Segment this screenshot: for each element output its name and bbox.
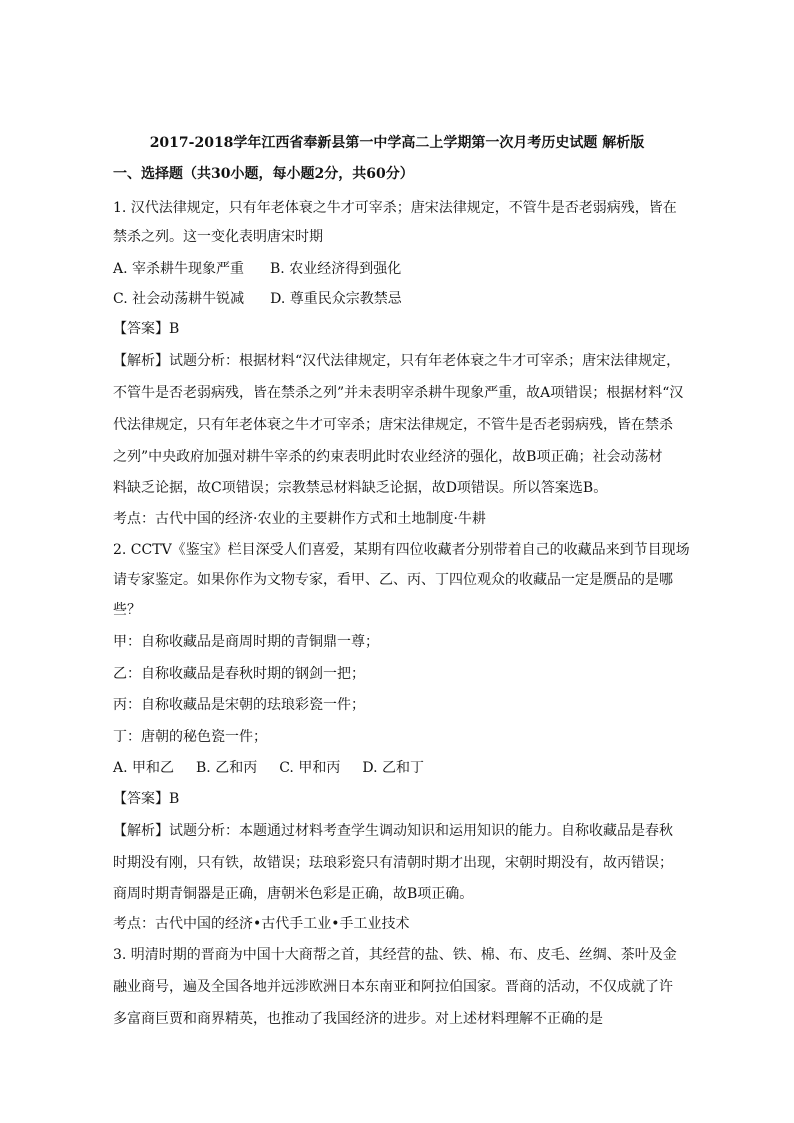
q1-stem-line-2: 禁杀之列。这一变化表明唐宋时期 <box>113 229 323 245</box>
q2-stem-line-3: 些？ <box>113 602 141 618</box>
q3-stem-line-3: 多富商巨贾和商界精英，也推动了我国经济的进步。对上述材料理解不正确的是 <box>113 1011 603 1027</box>
q2-item-yi: 乙：自称收藏品是春秋时期的钢剑一把； <box>113 666 365 682</box>
q2-item-jia: 甲：自称收藏品是商周时期的青铜鼎一尊； <box>113 634 379 650</box>
q2-option-a: A. 甲和乙 <box>113 760 175 776</box>
q1-analysis-line-1: 【解析】试题分析：根据材料“汉代法律规定，只有年老体衰之牛才可宰杀；唐宋法律规定， <box>113 353 681 369</box>
q2-analysis-line-3: 商周时期青铜器是正确，唐朝米色彩是正确，故B项正确。 <box>113 886 474 902</box>
q2-analysis-line-1: 【解析】试题分析：本题通过材料考查学生调动知识和运用知识的能力。自称收藏品是春秋 <box>113 823 673 839</box>
q2-stem-line-1: 2. CCTV《鉴宝》栏目深受人们喜爱，某期有四位收藏者分别带着自己的收藏品来到节目现场 <box>113 542 690 558</box>
q2-option-c: C. 甲和丙 <box>279 760 341 776</box>
q3-stem-line-1: 3. 明清时期的晋商为中国十大商帮之首，其经营的盐、铁、棉、布、皮毛、丝绸、茶叶及金 <box>113 947 677 963</box>
q1-options-row-2 <box>113 289 402 309</box>
q1-answer: 【答案】B <box>113 321 180 337</box>
q1-kaodian: 考点：古代中国的经济·农业的主要耕作方式和土地制度·牛耕 <box>113 511 486 527</box>
q1-option-b: B. 农业经济得到强化 <box>270 261 402 277</box>
q2-analysis-line-2: 时期没有刚，只有铁，故错误；珐琅彩瓷只有清朝时期才出现，宋朝时期没有，故丙错误； <box>113 855 673 871</box>
q1-stem-line-1: 1. 汉代法律规定，只有年老体衰之牛才可宰杀；唐宋法律规定，不管牛是否老弱病残，皆在 <box>113 200 677 216</box>
q2-item-bing: 丙：自称收藏品是宋朝的珐琅彩瓷一件； <box>113 697 365 713</box>
q2-answer: 【答案】B <box>113 791 180 807</box>
q1-analysis-line-5: 料缺乏论据，故C项错误；宗教禁忌材料缺乏论据，故D项错误。所以答案选B。 <box>113 480 608 496</box>
q2-option-d: D. 乙和丁 <box>362 760 424 776</box>
document-title: 2017-2018学年江西省奉新县第一中学高二上学期第一次月考历史试题 解析版 <box>149 135 645 151</box>
q1-analysis-line-2: 不管牛是否老弱病残，皆在禁杀之列”并未表明宰杀耕牛现象严重，故A项错误；根据材料“汉 <box>113 385 684 401</box>
q2-item-ding: 丁：唐朝的秘色瓷一件； <box>113 729 267 745</box>
q1-options-row-1 <box>113 259 401 279</box>
q2-kaodian: 考点：古代中国的经济•古代手工业•手工业技术 <box>113 916 410 932</box>
q1-analysis-line-4: 之列”中央政府加强对耕牛宰杀的约束表明此时农业经济的强化，故B项正确；社会动荡材 <box>113 449 663 465</box>
q1-analysis-line-3: 代法律规定，只有年老体衰之牛才可宰杀；唐宋法律规定，不管牛是否老弱病残，皆在禁杀 <box>113 417 673 433</box>
q1-option-c: C. 社会动荡耕牛锐减 <box>113 291 245 307</box>
q2-stem-line-2: 请专家鉴定。如果你作为文物专家，看甲、乙、丙、丁四位观众的收藏品一定是赝品的是哪 <box>113 572 673 588</box>
q1-option-a: A. 宰杀耕牛现象严重 <box>113 261 245 277</box>
section-heading: 一、选择题（共30小题，每小题2分，共60分） <box>113 166 414 182</box>
q3-stem-line-2: 融业商号，遍及全国各地并远涉欧洲日本东南亚和阿拉伯国家。晋商的活动，不仅成就了许 <box>113 979 673 995</box>
q2-option-b: B. 乙和丙 <box>196 760 258 776</box>
q1-option-d: D. 尊重民众宗教禁忌 <box>270 291 402 307</box>
q2-options-row <box>113 758 424 778</box>
